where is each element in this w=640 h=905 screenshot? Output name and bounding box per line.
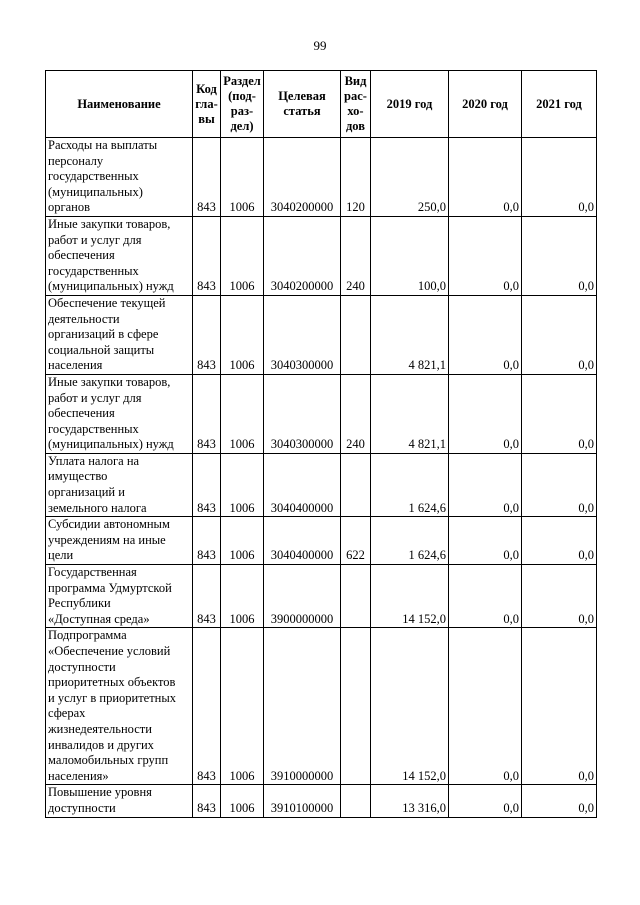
cell-razdel: 1006 (221, 453, 264, 516)
cell-statya: 3040200000 (264, 216, 341, 295)
cell-glava: 843 (193, 138, 221, 217)
cell-statya: 3900000000 (264, 565, 341, 628)
cell-2019: 4 821,1 (371, 295, 449, 374)
table-row (46, 453, 597, 516)
column-header-line: 2020 год (462, 96, 508, 111)
cell-vid (341, 628, 371, 785)
cell-razdel: 1006 (221, 565, 264, 628)
table-row (46, 138, 597, 217)
cell-vid: 622 (341, 517, 371, 565)
cell-2019: 14 152,0 (371, 628, 449, 785)
cell-name: Иные закупки товаров, работ и услуг для обеспечения государственных (муниципальных) нужд (46, 216, 193, 295)
table-row (46, 295, 597, 374)
cell-2020: 0,0 (449, 785, 522, 817)
column-header-line: 2021 год (536, 96, 582, 111)
table-row (46, 565, 597, 628)
cell-name: Уплата налога на имущество организаций и земельного налога (46, 453, 193, 516)
cell-statya: 3040400000 (264, 517, 341, 565)
cell-2019: 1 624,6 (371, 517, 449, 565)
cell-vid: 120 (341, 138, 371, 217)
cell-2019: 13 316,0 (371, 785, 449, 817)
column-header-line: дел) (230, 119, 254, 133)
cell-2019: 14 152,0 (371, 565, 449, 628)
cell-razdel: 1006 (221, 517, 264, 565)
cell-glava: 843 (193, 216, 221, 295)
column-header-name (46, 71, 193, 138)
cell-glava: 843 (193, 628, 221, 785)
cell-vid: 240 (341, 374, 371, 453)
cell-statya: 3910000000 (264, 628, 341, 785)
cell-vid (341, 295, 371, 374)
cell-razdel: 1006 (221, 374, 264, 453)
cell-2020: 0,0 (449, 453, 522, 516)
cell-razdel: 1006 (221, 785, 264, 817)
cell-2021: 0,0 (522, 138, 597, 217)
cell-2021: 0,0 (522, 565, 597, 628)
column-header-2021 (522, 71, 597, 138)
cell-name: Повышение уровня доступности (46, 785, 193, 817)
table-row (46, 374, 597, 453)
cell-2020: 0,0 (449, 138, 522, 217)
table-row (46, 517, 597, 565)
cell-2020: 0,0 (449, 628, 522, 785)
cell-statya: 3040200000 (264, 138, 341, 217)
cell-2020: 0,0 (449, 295, 522, 374)
table-body (46, 138, 597, 818)
cell-2021: 0,0 (522, 216, 597, 295)
table-header-row (46, 71, 597, 138)
cell-razdel: 1006 (221, 216, 264, 295)
column-header-line: Код (196, 81, 217, 96)
cell-statya: 3040300000 (264, 374, 341, 453)
cell-2021: 0,0 (522, 295, 597, 374)
cell-name: Обеспечение текущей деятельности организаций в сфере социальной защиты населения (46, 295, 193, 374)
column-header-glava (193, 71, 221, 138)
cell-2021: 0,0 (522, 374, 597, 453)
cell-statya: 3910100000 (264, 785, 341, 817)
column-header-line: Раздел (223, 74, 261, 88)
cell-vid (341, 453, 371, 516)
cell-vid: 240 (341, 216, 371, 295)
column-header-line: рас- (344, 89, 367, 103)
cell-2020: 0,0 (449, 565, 522, 628)
cell-name: Иные закупки товаров, работ и услуг для обеспечения государственных (муниципальных) нужд (46, 374, 193, 453)
cell-2021: 0,0 (522, 517, 597, 565)
column-header-razdel (221, 71, 264, 138)
column-header-vid (341, 71, 371, 138)
cell-2019: 100,0 (371, 216, 449, 295)
column-header-line: 2019 год (386, 96, 433, 111)
column-header-line: Вид (344, 74, 367, 88)
cell-name: Субсидии автономным учреждениям на иные цели (46, 517, 193, 565)
cell-name: Расходы на выплаты персоналу государственных (муниципальных) органов (46, 138, 193, 217)
cell-name: Государственная программа Удмуртской Республики «Доступная среда» (46, 565, 193, 628)
cell-2021: 0,0 (522, 785, 597, 817)
column-header-statya (264, 71, 341, 138)
column-header-line: (под- (228, 89, 256, 103)
cell-razdel: 1006 (221, 628, 264, 785)
cell-statya: 3040300000 (264, 295, 341, 374)
cell-glava: 843 (193, 374, 221, 453)
column-header-line: статья (283, 104, 321, 118)
cell-name: Подпрограмма «Обеспечение условий доступности приоритетных объектов и услуг в приоритетных сферах жизнедеятельности инвалидов и других маломобильных групп населения» (46, 628, 193, 785)
cell-razdel: 1006 (221, 138, 264, 217)
cell-glava: 843 (193, 453, 221, 516)
budget-table (45, 70, 597, 818)
cell-vid (341, 785, 371, 817)
column-header-line: Наименование (77, 96, 161, 111)
column-header-line: раз- (230, 104, 254, 118)
cell-vid (341, 565, 371, 628)
column-header-2019 (371, 71, 449, 138)
cell-2020: 0,0 (449, 374, 522, 453)
cell-glava: 843 (193, 517, 221, 565)
column-header-line: дов (345, 119, 365, 133)
column-header-line: гла- (195, 96, 218, 111)
column-header-line: Целевая (278, 89, 326, 103)
cell-2019: 1 624,6 (371, 453, 449, 516)
cell-razdel: 1006 (221, 295, 264, 374)
table-row (46, 785, 597, 817)
cell-2021: 0,0 (522, 628, 597, 785)
cell-glava: 843 (193, 785, 221, 817)
cell-2021: 0,0 (522, 453, 597, 516)
cell-2020: 0,0 (449, 517, 522, 565)
table-row (46, 628, 597, 785)
column-header-2020 (449, 71, 522, 138)
cell-2020: 0,0 (449, 216, 522, 295)
cell-2019: 250,0 (371, 138, 449, 217)
page-number: 99 (313, 38, 327, 53)
table-row (46, 216, 597, 295)
cell-statya: 3040400000 (264, 453, 341, 516)
cell-glava: 843 (193, 295, 221, 374)
column-header-line: вы (198, 111, 215, 126)
cell-glava: 843 (193, 565, 221, 628)
cell-2019: 4 821,1 (371, 374, 449, 453)
column-header-line: хо- (347, 104, 364, 118)
